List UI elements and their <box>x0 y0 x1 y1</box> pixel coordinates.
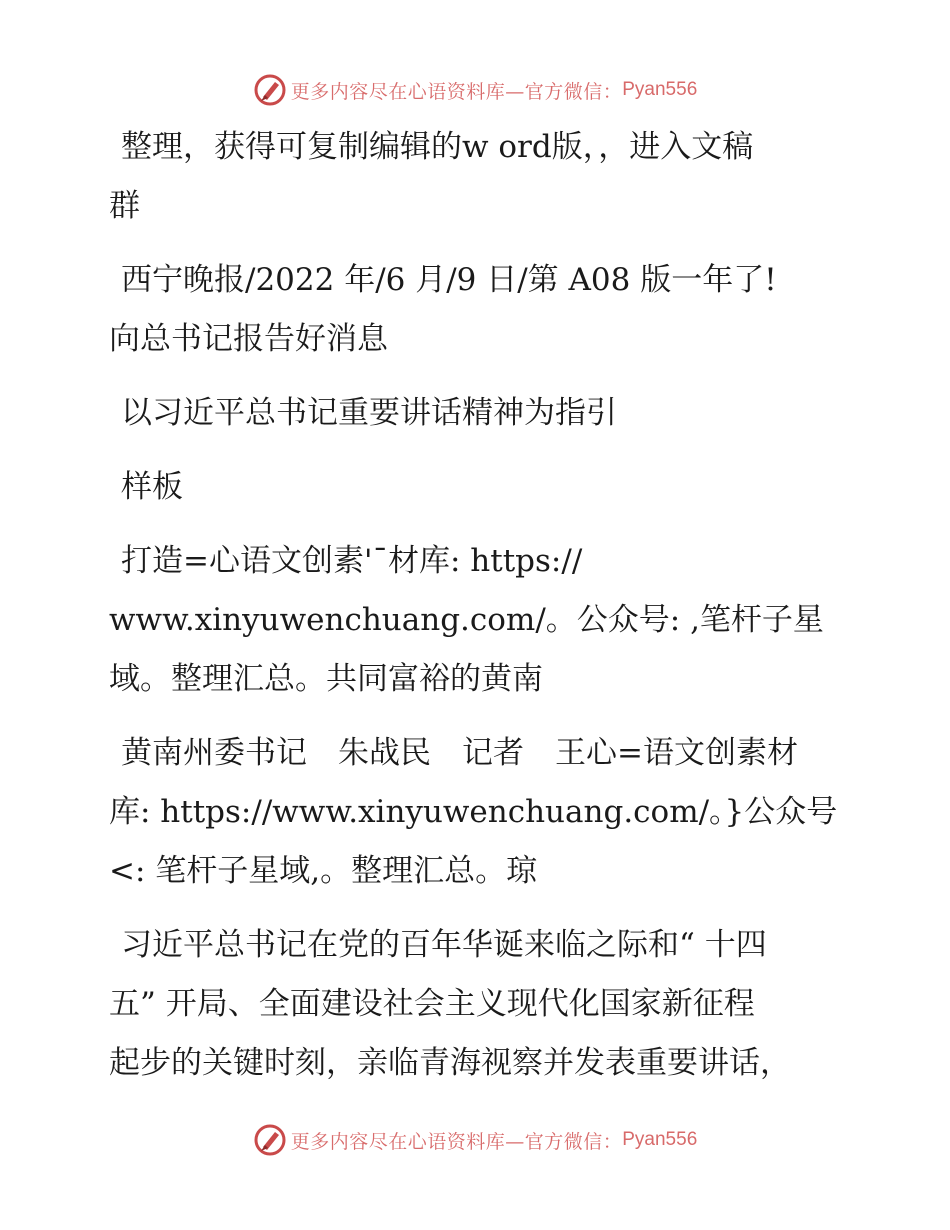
text-line: www.xinyuwenchuang.com/。公众号: ,笔杆子星 <box>109 602 824 638</box>
paragraph-7 <box>97 916 857 1093</box>
paragraph-3 <box>97 384 857 443</box>
text-line: 整理，获得可复制编辑的w ord版，，进入文稿 <box>121 129 754 165</box>
paragraph-1 <box>97 118 857 236</box>
text-line: 以习近平总书记重要讲话精神为指引 <box>121 395 617 431</box>
text-line: 样板 <box>121 469 183 505</box>
footer-banner <box>0 1120 950 1160</box>
text-line: 向总书记报告好消息 <box>109 321 388 357</box>
text-line: 群 <box>109 188 140 224</box>
paragraph-6 <box>97 724 857 901</box>
text-line: 打造=心语文创素'¯材库: https:// <box>121 543 583 579</box>
pen-nib-logo-icon <box>253 1123 287 1157</box>
text-line: 库: https://www.xinyuwenchuang.com/。}公众号 <box>109 794 838 830</box>
text-line: 五” 开局、全面建设社会主义现代化国家新征程 <box>109 986 755 1022</box>
footer-banner-text: 更多内容尽在心语资料库—官方微信： <box>290 1130 623 1153</box>
paragraph-4 <box>97 458 857 517</box>
text-line: 习近平总书记在党的百年华诞来临之际和“ 十四 <box>121 927 767 963</box>
paragraph-5 <box>97 532 857 709</box>
footer-wechat-id: Pyan556 <box>622 1129 698 1150</box>
header-wechat-id: Pyan556 <box>622 79 698 100</box>
paragraph-2 <box>97 251 857 369</box>
header-banner-text: 更多内容尽在心语资料库—官方微信： <box>290 80 623 103</box>
header-banner <box>0 70 950 110</box>
text-line: 域。整理汇总。共同富裕的黄南 <box>109 661 543 697</box>
text-line: 起步的关键时刻，亲临青海视察并发表重要讲话， <box>109 1045 791 1081</box>
text-line: 黄南州委书记 朱战民 记者 王心=语文创素材 <box>121 735 798 771</box>
text-line: 西宁晚报/2022 年/6 月/9 日/第 A08 版一年了! <box>121 262 777 298</box>
pen-nib-logo-icon <box>253 73 287 107</box>
text-line: <: 笔杆子星域,。整理汇总。琼 <box>109 853 538 889</box>
document-body <box>97 118 857 1108</box>
